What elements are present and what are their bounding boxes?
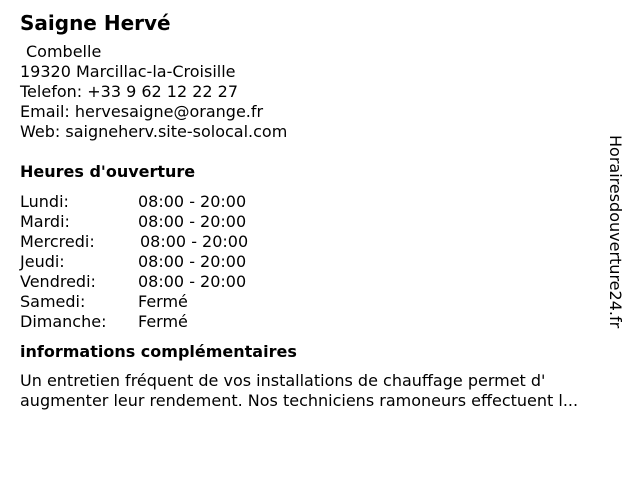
hours-time: Fermé (138, 312, 188, 331)
hours-day: Mercredi: (20, 232, 95, 251)
hours-time: 08:00 - 20:00 (138, 212, 247, 231)
hours-row-saturday (20, 292, 616, 312)
phone-line: Telefon: +33 9 62 12 22 27 (20, 82, 239, 101)
site-watermark: Horairesdouverture24.fr (606, 135, 625, 329)
opening-hours-table (20, 192, 616, 332)
hours-time: 08:00 - 20:00 (140, 232, 249, 251)
hours-row-thursday (20, 252, 616, 272)
hours-row-tuesday (20, 212, 616, 232)
hours-time: 08:00 - 20:00 (138, 192, 247, 211)
hours-time: 08:00 - 20:00 (138, 252, 247, 271)
hours-row-wednesday (20, 232, 616, 252)
hours-time: 08:00 - 20:00 (138, 272, 247, 291)
hours-day: Mardi: (20, 212, 70, 231)
business-card (20, 10, 616, 411)
hours-day: Jeudi: (20, 252, 65, 271)
email-line: Email: hervesaigne@orange.fr (20, 102, 264, 121)
info-title: informations complémentaires (20, 342, 297, 361)
hours-time: Fermé (138, 292, 188, 311)
address-city: 19320 Marcillac-la-Croisille (20, 62, 236, 81)
business-name: Saigne Hervé (20, 11, 171, 35)
address-street: Combelle (26, 42, 102, 61)
hours-row-monday (20, 192, 616, 212)
info-description: Un entretien fréquent de vos installations de chauffage permet d' augmenter leur rendement. Nos techniciens ramoneurs effectuent l... (20, 371, 579, 410)
hours-row-sunday (20, 312, 616, 332)
hours-day: Samedi: (20, 292, 86, 311)
hours-day: Lundi: (20, 192, 69, 211)
hours-day: Dimanche: (20, 312, 107, 331)
hours-day: Vendredi: (20, 272, 96, 291)
hours-row-friday (20, 272, 616, 292)
hours-title: Heures d'ouverture (20, 162, 196, 181)
web-line: Web: saigneherv.site-solocal.com (20, 122, 288, 141)
